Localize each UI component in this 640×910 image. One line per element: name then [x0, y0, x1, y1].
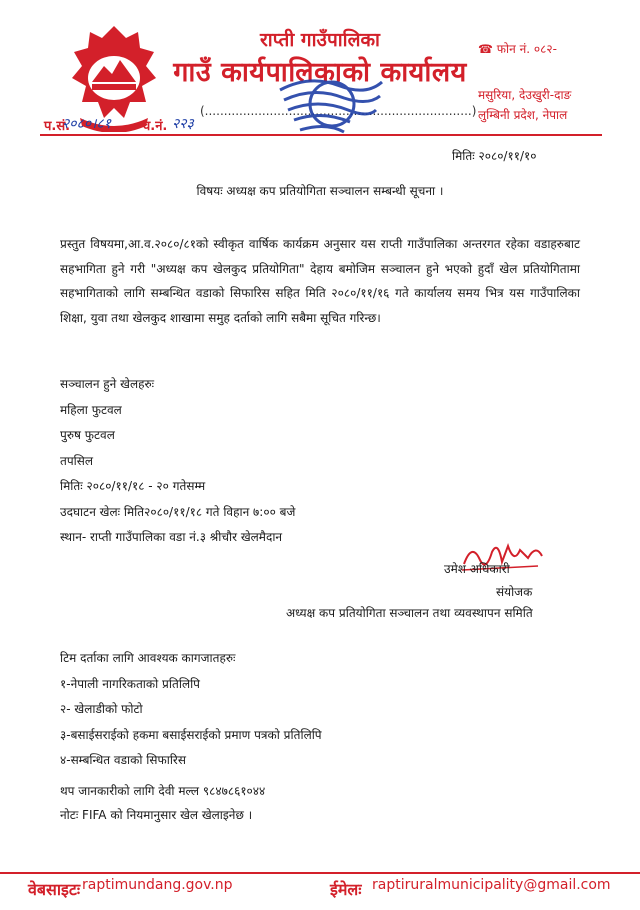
document-item: १-नेपाली नागरिकताको प्रतिलिपि [60, 676, 200, 691]
document-item: २- खेलाडीको फोटो [60, 702, 143, 716]
office-name: गाउँ कार्यपालिकाको कार्यालय [173, 57, 467, 88]
dispatch-label: च.नं. [142, 119, 168, 134]
office-stamp-icon [270, 70, 390, 140]
venue: स्थान- राप्ती गाउँपालिका वडा नं.३ श्रीचौर खेलमैदान [60, 530, 283, 544]
event-item: महिला फुटवल [60, 402, 122, 417]
schedule-heading: तपसिल [60, 453, 94, 468]
signatory-role: संयोजक [496, 585, 533, 599]
notice-body: प्रस्तुत विषयमा,आ.व.२०८०/८१को स्वीकृत वार्षिक कार्यक्रम अनुसार यस राप्ती गाउँपालिका अन्तरगत रहेका वडाहरुबाट सहभागिता हुने गरी "अध्यक्ष कप खेलकुद प्रतियोगिता" देहाय बमोजिम सञ्चालन हुने भएको हुदाँ खेल प्रतियोगितामा सहभागिताको लागि सम्बन्धित वडाको सिफारिस सहित मिति २०८०/११/१६ गते कार्यालय समय भित्र यस गाउँपालिका शिक्षा, युवा तथा खेलकुद शाखामा समुह दर्ताको लागि सबैमा सूचित गरिन्छ। [60, 237, 580, 325]
dispatch-number: २२३ [172, 116, 194, 132]
footer-divider [0, 872, 640, 874]
phone-number: ☎ फोन नं. ०८२- [478, 42, 557, 56]
signatory-committee: अध्यक्ष कप प्रतियोगिता सञ्चालन तथा व्यवस्थापन समिति [286, 606, 533, 620]
event-item: पुरुष फुटवल [60, 428, 115, 442]
municipality-name: राप्ती गाउँपालिका [260, 29, 380, 51]
documents-heading: टिम दर्ताका लागि आवश्यक कागजातहरुः [60, 651, 236, 665]
address-line-2: लुम्बिनी प्रदेश, नेपाल [478, 108, 568, 122]
document-item: ४-सम्बन्धित वडाको सिफारिस [60, 753, 186, 767]
signatory-name: उमेश अधिकारी [444, 562, 510, 576]
email-link[interactable]: raptiruralmunicipality@gmail.com [372, 877, 611, 893]
reference-label: प.सं. [44, 119, 71, 134]
document-item: ३-बसाईसराईको हकमा बसाईसराईको प्रमाण पत्रको प्रतिलिपि [60, 727, 322, 742]
header-divider [40, 134, 602, 136]
schedule-dates: मितिः २०८०/११/१८ - २० गतेसम्म [60, 479, 206, 493]
email-label: ईमेलः [330, 880, 362, 899]
opening-match: उदघाटन खेलः मिति२०८०/११/१८ गते विहान ७:०० बजे [60, 504, 296, 519]
fifa-note: नोटः FIFA को नियमानुसार खेल खेलाइनेछ । [60, 808, 253, 822]
subject-line: विषयः अध्यक्ष कप प्रतियोगिता सञ्चालन सम्बन्धी सूचना । [196, 184, 444, 198]
address-line-1: मसुरिया, देउखुरी-दाङ [478, 88, 572, 102]
contact-info: थप जानकारीको लागि देवी मल्ल ९८४७८६१०४४ [60, 784, 266, 798]
events-heading: सञ्चालन हुने खेलहरुः [60, 377, 155, 391]
documents-section [60, 646, 322, 774]
office-placeholder-line: (......................................................................) [200, 104, 477, 118]
letter-date: मितिः २०८०/११/१० [452, 149, 537, 163]
website-label: वेबसाइटः [28, 880, 81, 899]
reference-number: २०८०।८१ [62, 116, 111, 132]
events-section [60, 372, 295, 551]
website-link[interactable]: raptimundang.gov.np [82, 877, 233, 893]
